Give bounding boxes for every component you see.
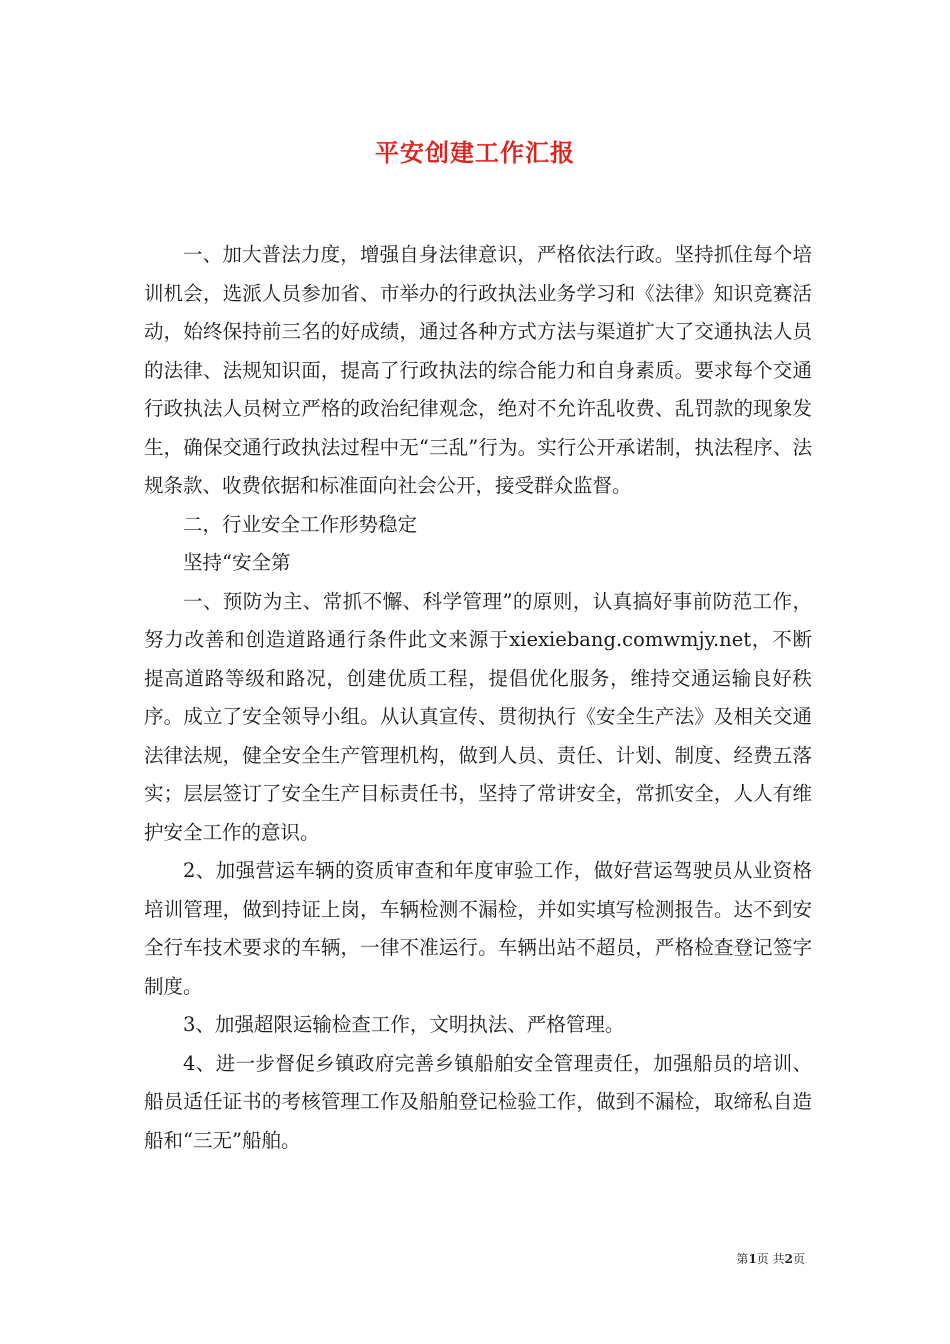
current-page-number: 1 xyxy=(748,1252,757,1266)
footer-suffix: 页 xyxy=(792,1252,805,1266)
document-title: 平安创建工作汇报 xyxy=(375,138,575,167)
footer-prefix: 第 xyxy=(736,1252,749,1266)
paragraph-2: 二，行业安全工作形势稳定 xyxy=(183,512,418,536)
paragraph-3: 坚持“安全第 xyxy=(183,551,291,574)
footer-middle: 页 共 xyxy=(756,1252,785,1266)
document-body xyxy=(144,236,812,1160)
paragraph-6: 3、加强超限运输检查工作，文明执法、严格管理。 xyxy=(183,1013,625,1036)
paragraph-4: 一、预防为主、常抓不懈、科学管理”的原则，认真搞好事前防范工作，努力改善和创造道路通行条件此文来源于xiexiebang.comwmjy.net，不断提高道路等级和路况，创建优质工程，提倡优化服务，维持交通运输良好秩序。成立了安全领导小组。从认真宣传、贯彻执行《安全生产法》及相关交通法律法规，健全安全生产管理机构，做到人员、责任、计划、制度、经费五落实；层层签订了安全生产目标责任书，坚持了常讲安全，常抓安全，人人有维护安全工作的意识。 xyxy=(144,589,812,844)
paragraph-5: 2、加强营运车辆的资质审查和年度审验工作，做好营运驾驶员从业资格培训管理，做到持证上岗，车辆检测不漏检，并如实填写检测报告。达不到安全行车技术要求的车辆，一律不准运行。车辆出站不超员，严格检查登记签字制度。 xyxy=(144,859,812,998)
paragraph-7: 4、进一步督促乡镇政府完善乡镇船舶安全管理责任，加强船员的培训、船员适任证书的考核管理工作及船舶登记检验工作，做到不漏检，取缔私自造船和“三无”船舶。 xyxy=(144,1051,812,1152)
page-number-footer xyxy=(736,1250,805,1267)
paragraph-1: 一、加大普法力度，增强自身法律意识，严格依法行政。坚持抓住每个培训机会，选派人员参加省、市举办的行政执法业务学习和《法律》知识竞赛活动，始终保持前三名的好成绩，通过各种方式方法与渠道扩大了交通执法人员的法律、法规知识面，提高了行政执法的综合能力和自身素质。要求每个交通行政执法人员树立严格的政治纪律观念，绝对不允许乱收费、乱罚款的现象发生，确保交通行政执法过程中无“三乱”行为。实行公开承诺制，执法程序、法规条款、收费依据和标准面向社会公开，接受群众监督。 xyxy=(144,243,812,497)
total-pages-number: 2 xyxy=(784,1252,793,1266)
